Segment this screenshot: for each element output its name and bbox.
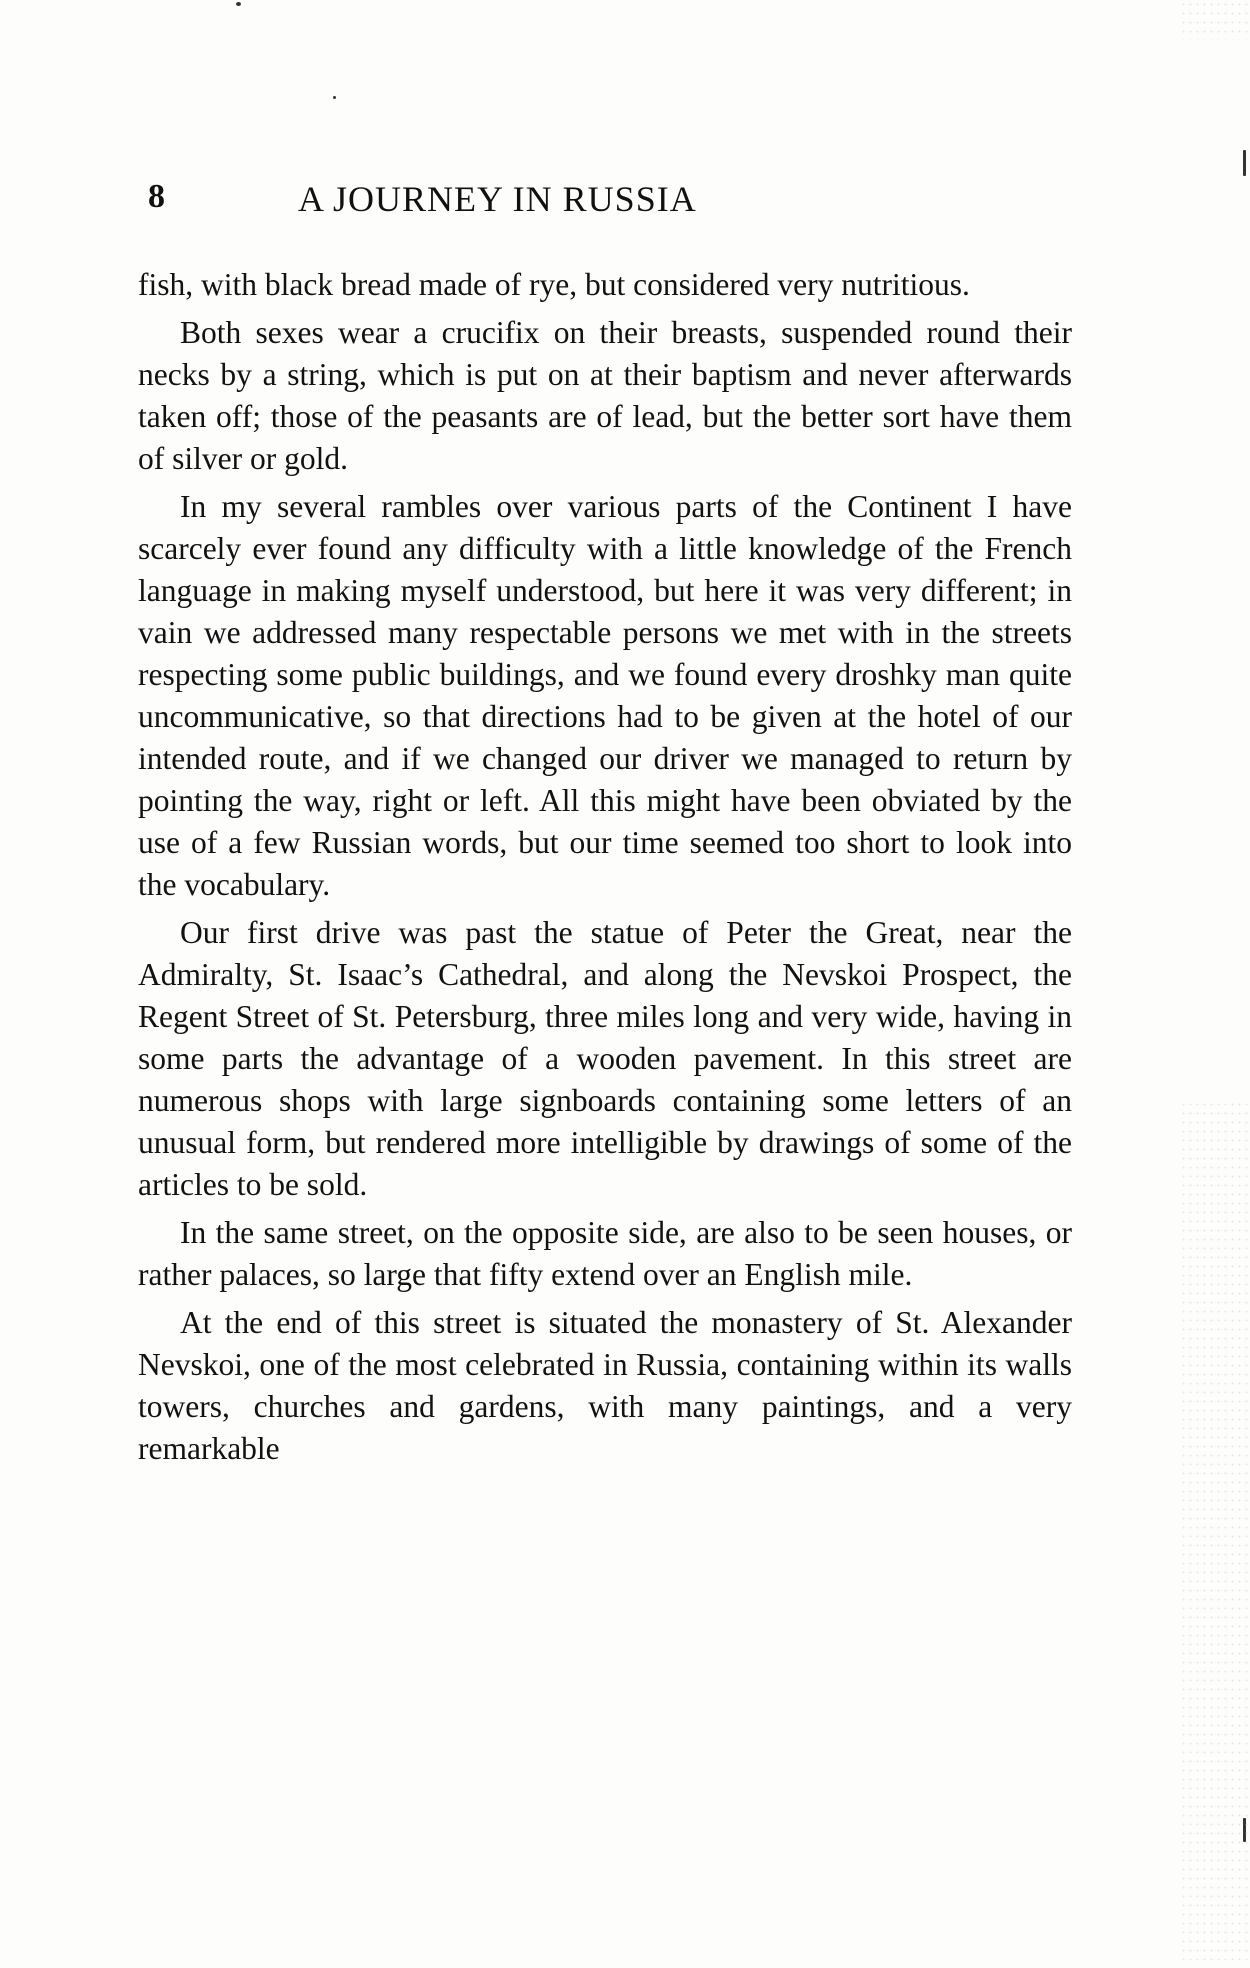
paragraph: fish, with black bread made of rye, but considered very nutritious. (138, 267, 970, 302)
edge-noise (1180, 0, 1250, 40)
paragraph: In my several rambles over various parts of the Continent I have scarcely ever found any difficulty with a little knowledge of the French language in making myself understood, but here it was very different; in vain we addressed many respectable persons we met with in the streets respecting some public buildings, and we found every droshky man quite uncommunicative, so that directions had to be given at the hotel of our intended route, and if we changed our driver we managed to return by pointing the way, right or left. All this might have been obviated by the use of a few Russian words, but our time seemed too short to look into the vocabulary. (138, 489, 1072, 902)
ink-speck (1243, 150, 1246, 176)
page-number: 8 (148, 178, 165, 215)
paragraph: Our first drive was past the statue of Peter the Great, near the Admiralty, St. Isaac’s Cathedral, and along the Nevskoi Prospect, the Regent Street of St. Petersburg, three miles long and very wide, having in some parts the advantage of a wooden pavement. In this street are numerous shops with large signboards containing some letters of an unusual form, but rendered more intelligible by drawings of some of the articles to be sold. (138, 915, 1072, 1202)
body-text (138, 264, 1072, 1476)
paragraph: Both sexes wear a crucifix on their breasts, suspended round their necks by a string, which is put on at their baptism and never afterwards taken off; those of the peasants are of lead, but the better sort have them of silver or gold. (138, 315, 1072, 476)
running-header (148, 178, 1078, 238)
paragraph: At the end of this street is situated the monastery of St. Alexander Nevskoi, one of the most celebrated in Russia, containing within its walls towers, churches and gardens, with many paintings, and a very remarkable (138, 1305, 1072, 1466)
ink-speck (333, 96, 336, 99)
edge-noise (1180, 1100, 1250, 1960)
running-title: A JOURNEY IN RUSSIA (298, 179, 697, 219)
paragraph: In the same street, on the opposite side, are also to be seen houses, or rather palaces, so large that fifty extend over an English mile. (138, 1215, 1072, 1292)
ink-speck (236, 2, 241, 6)
